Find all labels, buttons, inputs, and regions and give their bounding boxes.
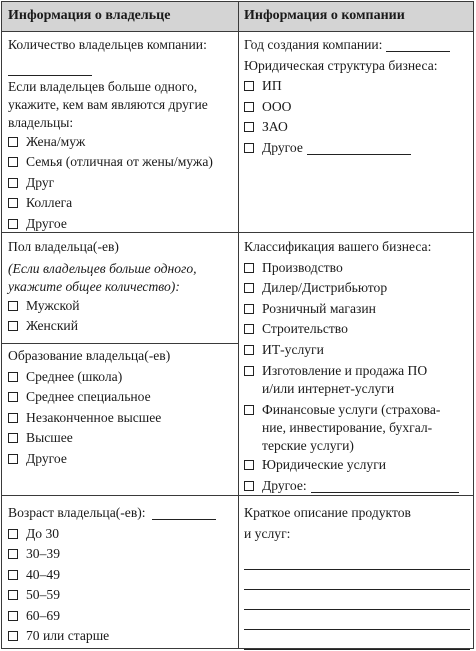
classification-option-label-cont: терские услуги) bbox=[262, 438, 354, 453]
classification-option[interactable] bbox=[244, 340, 470, 361]
classification-option-label-cont: ние, инвестирование, бухгал- bbox=[262, 420, 433, 435]
description-section bbox=[244, 503, 470, 650]
checkbox[interactable] bbox=[8, 611, 18, 621]
age-field[interactable] bbox=[152, 506, 216, 520]
description-line[interactable] bbox=[244, 590, 470, 610]
description-line[interactable] bbox=[244, 550, 470, 570]
checkbox[interactable] bbox=[8, 454, 18, 464]
checkbox[interactable] bbox=[244, 81, 254, 91]
checkbox[interactable] bbox=[244, 263, 254, 273]
education-option-label: Незаконченное высшее bbox=[26, 409, 162, 425]
gender-option-label: Мужской bbox=[26, 297, 80, 313]
description-line[interactable] bbox=[244, 570, 470, 590]
classification-option-label: Юридические услуги bbox=[262, 457, 387, 472]
owner-info-header: Информация о владельце bbox=[2, 2, 238, 32]
classification-option-label: Строительство bbox=[262, 321, 348, 336]
relation-option[interactable] bbox=[8, 152, 234, 173]
relation-option[interactable] bbox=[8, 173, 234, 194]
age-label-row bbox=[8, 503, 234, 524]
checkbox[interactable] bbox=[244, 324, 254, 334]
legal-option[interactable] bbox=[244, 138, 470, 159]
checkbox[interactable] bbox=[8, 549, 18, 559]
checkbox[interactable] bbox=[244, 283, 254, 293]
relation-option[interactable] bbox=[8, 214, 234, 235]
description-line[interactable] bbox=[244, 630, 470, 650]
founded-year-field[interactable] bbox=[386, 38, 450, 52]
education-section bbox=[8, 346, 234, 469]
age-option-label: 70 или старше bbox=[26, 628, 110, 643]
relation-prompt bbox=[8, 78, 234, 132]
relation-option-label: Коллега bbox=[26, 195, 73, 210]
classification-section bbox=[244, 237, 470, 496]
classification-option[interactable] bbox=[244, 319, 470, 340]
age-section bbox=[8, 503, 234, 647]
gender-note-line: укажите общее количество): bbox=[8, 278, 180, 294]
education-option[interactable] bbox=[8, 408, 234, 429]
classification-option-label-cont: и/или интернет-услуги bbox=[262, 381, 395, 396]
checkbox[interactable] bbox=[244, 102, 254, 112]
checkbox[interactable] bbox=[244, 366, 254, 376]
classification-option-multiline[interactable] bbox=[244, 362, 470, 398]
age-option-label: 30–39 bbox=[26, 546, 60, 561]
legal-option-label: ЗАО bbox=[262, 119, 288, 134]
age-option[interactable] bbox=[8, 585, 234, 606]
age-option-label: 60–69 bbox=[26, 607, 60, 623]
education-option-label: Другое bbox=[26, 450, 67, 466]
gender-option[interactable] bbox=[8, 316, 234, 337]
relation-option-label: Другое bbox=[26, 215, 67, 231]
checkbox[interactable] bbox=[244, 122, 254, 132]
age-option[interactable] bbox=[8, 606, 234, 627]
relation-option[interactable] bbox=[8, 193, 234, 214]
gender-label: Пол владельца(-ев) bbox=[8, 239, 119, 254]
classification-option[interactable] bbox=[244, 278, 470, 299]
legal-option[interactable] bbox=[244, 117, 470, 138]
founded-label: Год создания компании: bbox=[244, 37, 383, 52]
checkbox[interactable] bbox=[8, 137, 18, 147]
gender-option[interactable] bbox=[8, 296, 234, 317]
legal-label: Юридическая структура бизнеса: bbox=[244, 57, 438, 73]
education-option[interactable] bbox=[8, 449, 234, 470]
classification-option-label: Розничный магазин bbox=[262, 300, 376, 316]
legal-option[interactable] bbox=[244, 76, 470, 97]
legal-option[interactable] bbox=[244, 97, 470, 118]
age-option-label: До 30 bbox=[26, 525, 60, 541]
education-option-label: Высшее bbox=[26, 430, 73, 445]
checkbox[interactable] bbox=[8, 631, 18, 641]
checkbox[interactable] bbox=[244, 304, 254, 314]
classification-option[interactable] bbox=[244, 476, 470, 497]
relation-prompt-line: Если владельцев больше одного, bbox=[8, 78, 198, 94]
education-option-label: Среднее специальное bbox=[26, 389, 151, 404]
legal-option-label: Другое bbox=[262, 139, 303, 155]
age-option[interactable] bbox=[8, 626, 234, 647]
classification-other-field[interactable] bbox=[311, 479, 459, 493]
relation-option-label: Друг bbox=[26, 174, 55, 190]
checkbox[interactable] bbox=[8, 433, 18, 443]
owner-company-info-form bbox=[1, 1, 474, 649]
classification-option[interactable] bbox=[244, 455, 470, 476]
row-divider-left bbox=[2, 343, 238, 344]
checkbox[interactable] bbox=[8, 321, 18, 331]
gender-note-line: (Если владельцев больше одного, bbox=[8, 260, 197, 276]
checkbox[interactable] bbox=[8, 529, 18, 539]
checkbox[interactable] bbox=[8, 301, 18, 311]
legal-option-label: ИП bbox=[262, 78, 282, 93]
gender-note bbox=[8, 260, 234, 296]
age-option[interactable] bbox=[8, 565, 234, 586]
column-divider bbox=[238, 2, 239, 648]
age-option-label: 40–49 bbox=[26, 566, 60, 582]
owners-count-field[interactable] bbox=[8, 62, 92, 76]
checkbox[interactable] bbox=[8, 372, 18, 382]
checkbox[interactable] bbox=[8, 198, 18, 208]
checkbox[interactable] bbox=[8, 178, 18, 188]
gender-option-label: Женский bbox=[26, 318, 78, 333]
age-option[interactable] bbox=[8, 544, 234, 565]
checkbox[interactable] bbox=[8, 590, 18, 600]
relation-option[interactable] bbox=[8, 132, 234, 153]
description-label: и услуг: bbox=[244, 525, 291, 541]
legal-option-label: ООО bbox=[262, 98, 292, 114]
company-info-header: Информация о компании bbox=[238, 2, 473, 32]
classification-option[interactable] bbox=[244, 258, 470, 279]
age-option[interactable] bbox=[8, 524, 234, 545]
relation-prompt-line: владельцы: bbox=[8, 114, 74, 130]
education-option[interactable] bbox=[8, 367, 234, 388]
checkbox[interactable] bbox=[8, 570, 18, 580]
relation-prompt-line: укажите, кем вам являются другие bbox=[8, 96, 208, 112]
classification-option-label: ИТ-услуги bbox=[262, 341, 324, 357]
owners-count-label: Количество владельцев компании: bbox=[8, 37, 207, 52]
classification-option-label: Дилер/Дистрибьютор bbox=[262, 280, 388, 295]
checkbox[interactable] bbox=[244, 143, 254, 153]
gender-section bbox=[8, 237, 234, 337]
legal-other-field[interactable] bbox=[307, 141, 411, 155]
owners-count-section bbox=[8, 35, 234, 234]
classification-option-label: Другое: bbox=[262, 477, 307, 493]
classification-option[interactable] bbox=[244, 299, 470, 320]
classification-option-label: Финансовые услуги (страхова- bbox=[262, 402, 441, 417]
checkbox[interactable] bbox=[8, 392, 18, 402]
education-label: Образование владельца(-ев) bbox=[8, 348, 171, 363]
checkbox[interactable] bbox=[244, 481, 254, 491]
classification-label: Классификация вашего бизнеса: bbox=[244, 239, 432, 254]
classification-option-multiline[interactable] bbox=[244, 401, 470, 455]
founded-row bbox=[244, 35, 470, 56]
checkbox[interactable] bbox=[244, 345, 254, 355]
classification-option-label: Изготовление и продажа ПО bbox=[262, 363, 428, 378]
relation-option-label: Семья (отличная от жены/мужа) bbox=[26, 154, 213, 169]
checkbox[interactable] bbox=[8, 219, 18, 229]
education-option[interactable] bbox=[8, 428, 234, 449]
classification-option-label: Производство bbox=[262, 259, 343, 275]
checkbox[interactable] bbox=[8, 413, 18, 423]
age-option-label: 50–59 bbox=[26, 587, 60, 602]
age-label: Возраст владельца(-ев): bbox=[8, 505, 146, 520]
company-structure-section bbox=[244, 35, 470, 158]
description-label: Краткое описание продуктов bbox=[244, 505, 411, 520]
education-option-label: Среднее (школа) bbox=[26, 368, 123, 384]
checkbox[interactable] bbox=[8, 157, 18, 167]
education-option[interactable] bbox=[8, 387, 234, 408]
checkbox[interactable] bbox=[244, 405, 254, 415]
checkbox[interactable] bbox=[244, 460, 254, 470]
relation-option-label: Жена/муж bbox=[26, 133, 86, 149]
description-line[interactable] bbox=[244, 610, 470, 630]
